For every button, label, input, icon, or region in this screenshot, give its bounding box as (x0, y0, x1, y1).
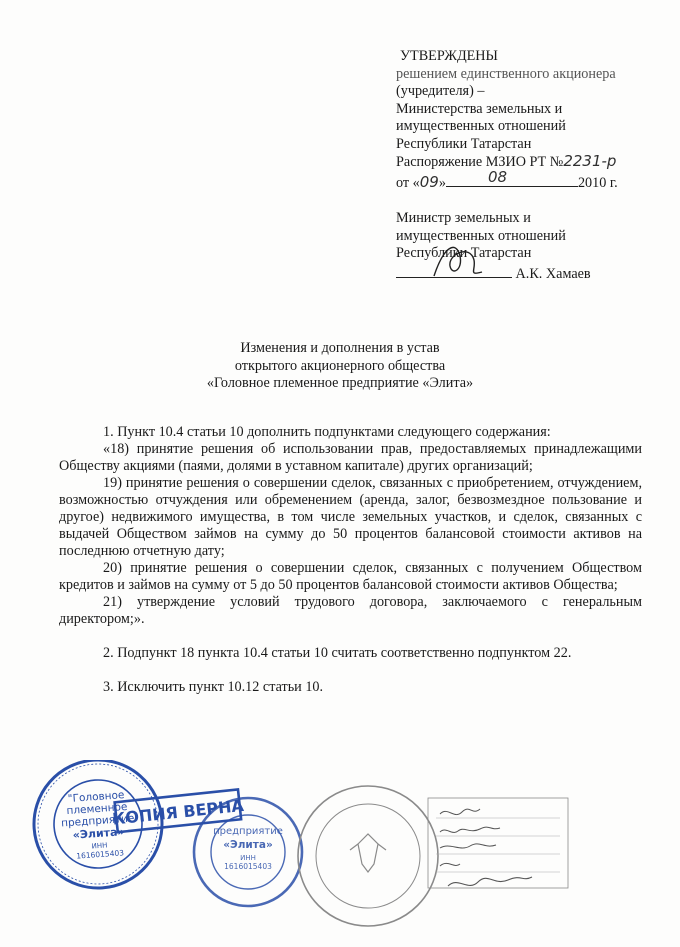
order-line (396, 153, 666, 172)
seal2-inn-label: ИНН (240, 854, 256, 862)
date-year: 2010 г. (577, 174, 618, 191)
paragraph-5: 21) утверждение условий трудового договора, заключаемого с генеральным директором;». (59, 594, 642, 627)
paragraph-7: 3. Исключить пункт 10.12 статьи 10. (103, 679, 324, 695)
seal1-inn: 1616015403 (76, 848, 125, 861)
approval-line-2: (учредителя) – (396, 83, 485, 99)
seal1-line-2: племенное (66, 800, 128, 818)
paragraph-1: 1. Пункт 10.4 статьи 10 дополнить подпунктами следующего содержания: (103, 424, 551, 440)
seal1-inn-label: ИНН (91, 841, 108, 851)
notary-handwriting-3 (440, 844, 496, 848)
notary-handwriting-1 (440, 809, 480, 815)
date-month-line (446, 167, 578, 187)
minister-line-2: имущественных отношений (396, 227, 566, 244)
notary-inscription-box (428, 798, 568, 888)
minister-line-3: Республики Татарстан (396, 245, 532, 261)
title-line-1: Изменения и дополнения в устав (240, 340, 440, 356)
date-line (396, 167, 666, 193)
date-day-handwritten: 09 (419, 172, 439, 191)
approval-line-5: Республики Татарстан (396, 135, 532, 152)
minister-line-1: Министр земельных и (396, 210, 531, 226)
date-sep: » (438, 174, 446, 191)
company-seal-center (194, 798, 302, 906)
seal1-line-3: предприятие (60, 812, 135, 830)
notary-handwriting-4 (440, 863, 460, 866)
paragraph-2: «18) принятие решения об использовании прав, предоставляемых принадлежащими Обществу акциями (паями, долями в уставном капитале) других организаций; (59, 441, 642, 474)
approval-heading: УТВЕРЖДЕНЫ (400, 48, 498, 64)
spacer (396, 192, 666, 210)
paragraph-6: 2. Подпункт 18 пункта 10.4 статьи 10 считать соответственно подпунктом 22. (103, 645, 572, 661)
seal1-line-1: "Головное (67, 789, 125, 806)
paragraph-4: 20) принятие решения о совершении сделок, связанных с получением Обществом кредитов и займов на сумму от 5 до 50 процентов балансовой стоимости активов Общества; (59, 560, 642, 593)
approval-line-1: решением единственного акционера (396, 65, 616, 82)
seal1-line-4: «Элита» (72, 825, 125, 842)
notary-seal (298, 786, 568, 926)
document-body (59, 424, 642, 696)
order-prefix: Распоряжение МЗИО РТ № (396, 154, 564, 170)
approval-line-3: Министерства земельных и (396, 100, 563, 117)
order-number-handwritten: 2231-р (563, 152, 617, 170)
paragraph-3: 19) принятие решения о совершении сделок, связанных с приобретением, отчуждением, возможностью отчуждения или обременением (аренда, залог, безвозмездное пользование и другое) недвижимого имущества, в том числе земельных участков, и сделок, связанных с выдачей Обществом займов на сумму до 50 процентов балансовой стоимости активов на последнюю отчетную дату; (59, 475, 642, 559)
seal2-line-1: предприятие (213, 826, 283, 837)
company-seal-left (30, 760, 167, 892)
notary-handwriting-2 (440, 827, 500, 832)
seal2-inn: 1616015403 (224, 862, 272, 871)
stamps-area (0, 760, 680, 947)
minister-signature-scribble (430, 236, 490, 286)
date-month-handwritten: 08 (487, 167, 508, 186)
copy-stamp-text: КОПИЯ ВЕРНА (111, 795, 245, 829)
spacer (59, 628, 642, 645)
title-line-2: открытого акционерного общества (234, 357, 446, 374)
coat-of-arms-icon (358, 834, 378, 872)
approval-line-4: имущественных отношений (396, 118, 566, 134)
document-title (140, 340, 540, 393)
title-line-3: «Головное племенное предприятие «Элита» (206, 375, 474, 391)
minister-name: А.К. Хамаев (515, 265, 591, 282)
date-prefix: от « (396, 174, 420, 191)
spacer (59, 662, 642, 679)
seal2-line-2: «Элита» (223, 839, 273, 851)
notary-signature (448, 877, 532, 886)
